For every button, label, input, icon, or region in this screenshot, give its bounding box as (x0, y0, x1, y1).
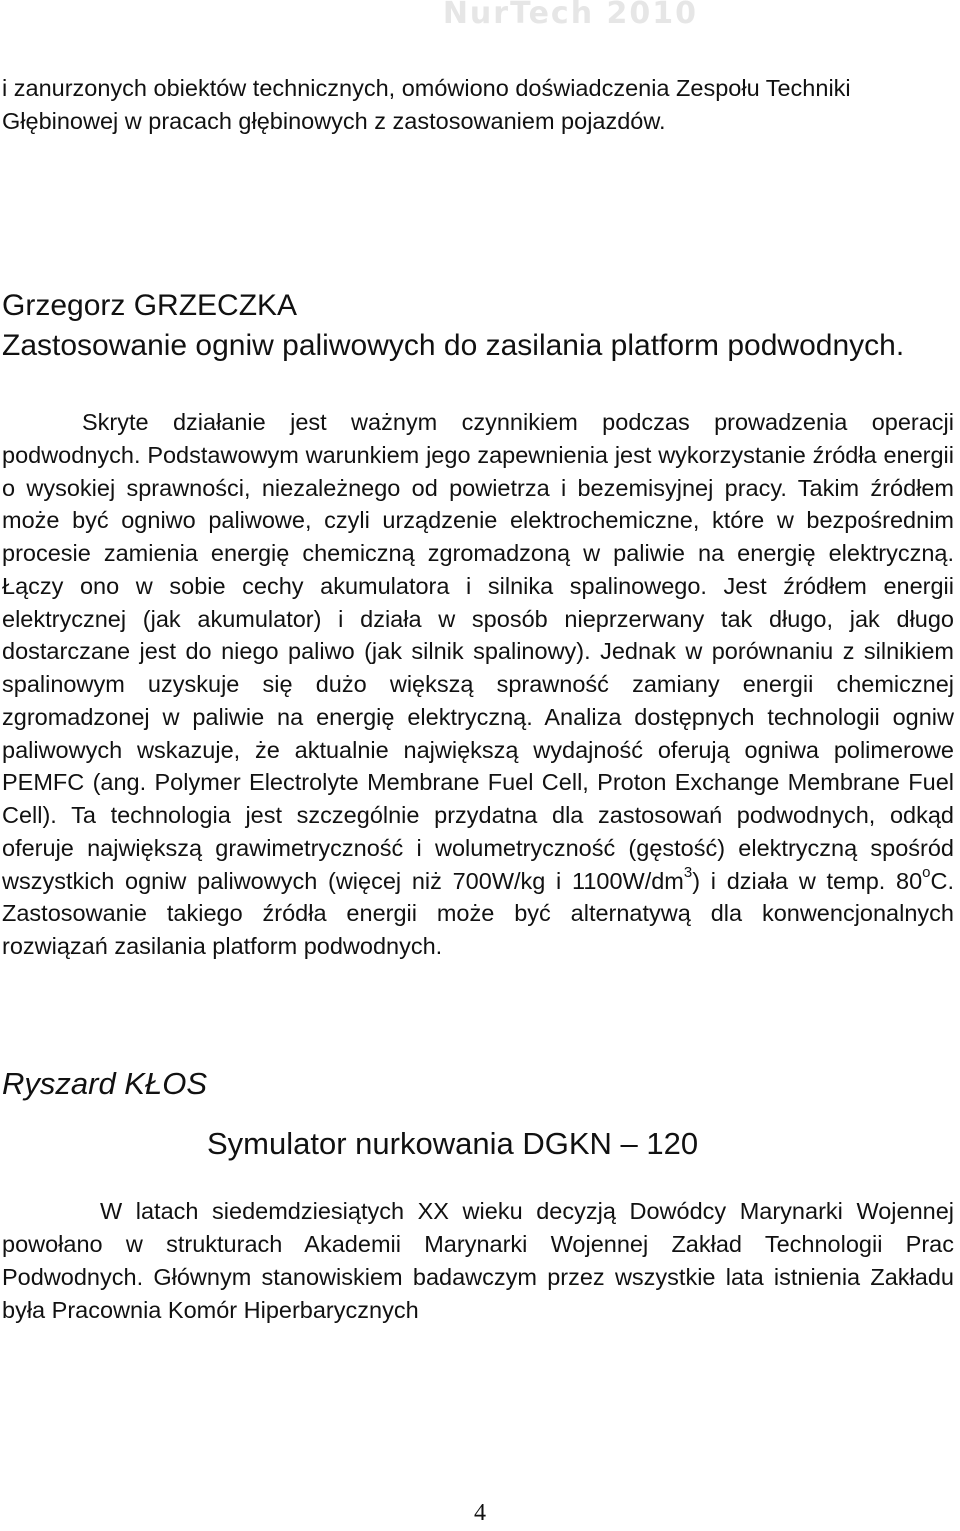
superscript-degree: o (922, 863, 931, 881)
author-name: Grzegorz GRZECZKA (2, 289, 298, 322)
body-text-part2: ) i działa w temp. 80 (692, 867, 923, 894)
author-name: Ryszard KŁOS (2, 1065, 208, 1101)
abstract-klos (2, 1064, 954, 1327)
intro-paragraph: i zanurzonych obiektów technicznych, omówiono doświadczenia Zespołu Techniki Głębinowej w pracach głębinowych z zastosowaniem pojazdów. (2, 75, 851, 134)
abstract-title: Symulator nurkowania DGKN – 120 (207, 1125, 699, 1161)
page-number: 4 (474, 1500, 486, 1526)
superscript-3: 3 (683, 863, 693, 881)
abstract-body: W latach siedemdziesiątych XX wieku decyzją Dowódcy Marynarki Wojennej powołano w strukturach Akademii Marynarki Wojennej Zakład Technologii Prac Podwodnych. Głównym stanowiskiem badawczym przez wszystkie lata istnienia Zakładu była Pracownia Komór Hiperbarycznych (2, 1197, 954, 1323)
header-watermark: NurTech 2010 (442, 0, 698, 31)
body-text-part1: Skryte działanie jest ważnym czynnikiem podczas prowadzenia operacji podwodnych. Podstawowym warunkiem jego zapewnienia jest wykorzystanie źródła energii o wysokiej sprawności, niezależnego od powietrza i bezemisyjnej pracy. Takim źródłem może być ogniwo paliwowe, czyli urządzenie elektrochemiczne, które w bezpośrednim procesie zamienia energię chemiczną zgromadzoną w paliwie na energię elektryczną. Łączy ono w sobie cechy akumulatora i silnika spalinowego. Jest źródłem energii elektrycznej (jak akumulator) i działa w sposób nieprzerwany tak długo, jak długo dostarczane jest do niego paliwo (jak silnik spalinowy). Jednak w porównaniu z silnikiem spalinowym uzyskuje się dużo większą sprawność zamiany energii chemicznej zgromadzonej w paliwie na energię elektryczną. Analiza dostępnych technologii ogniw paliwowych wskazuje, że aktualnie największą wydajność oferują ogniwa polimerowe PEMFC (ang. Polymer Electrolyte Membrane Fuel Cell, Proton Exchange Membrane Fuel Cell). Ta technologia jest szczególnie przydatna dla zastosowań podwodnych, odkąd oferuje największą grawimetryczność i wolumetryczność (gęstość) elektryczną spośród wszystkich ogniw paliwowych (więcej niż 700W/kg i 1100W/dm (2, 409, 954, 894)
body-text-part3: C. Zastosowanie takiego źródła energii może być alternatywą dla konwencjonalnych rozwiązań zasilania platform podwodnych. (2, 867, 954, 959)
document-page (2, 72, 954, 1327)
abstract-body (2, 406, 954, 963)
abstract-grzeczka (2, 286, 954, 963)
abstract-title: Zastosowanie ogniw paliwowych do zasilania platform podwodnych. (2, 329, 905, 362)
